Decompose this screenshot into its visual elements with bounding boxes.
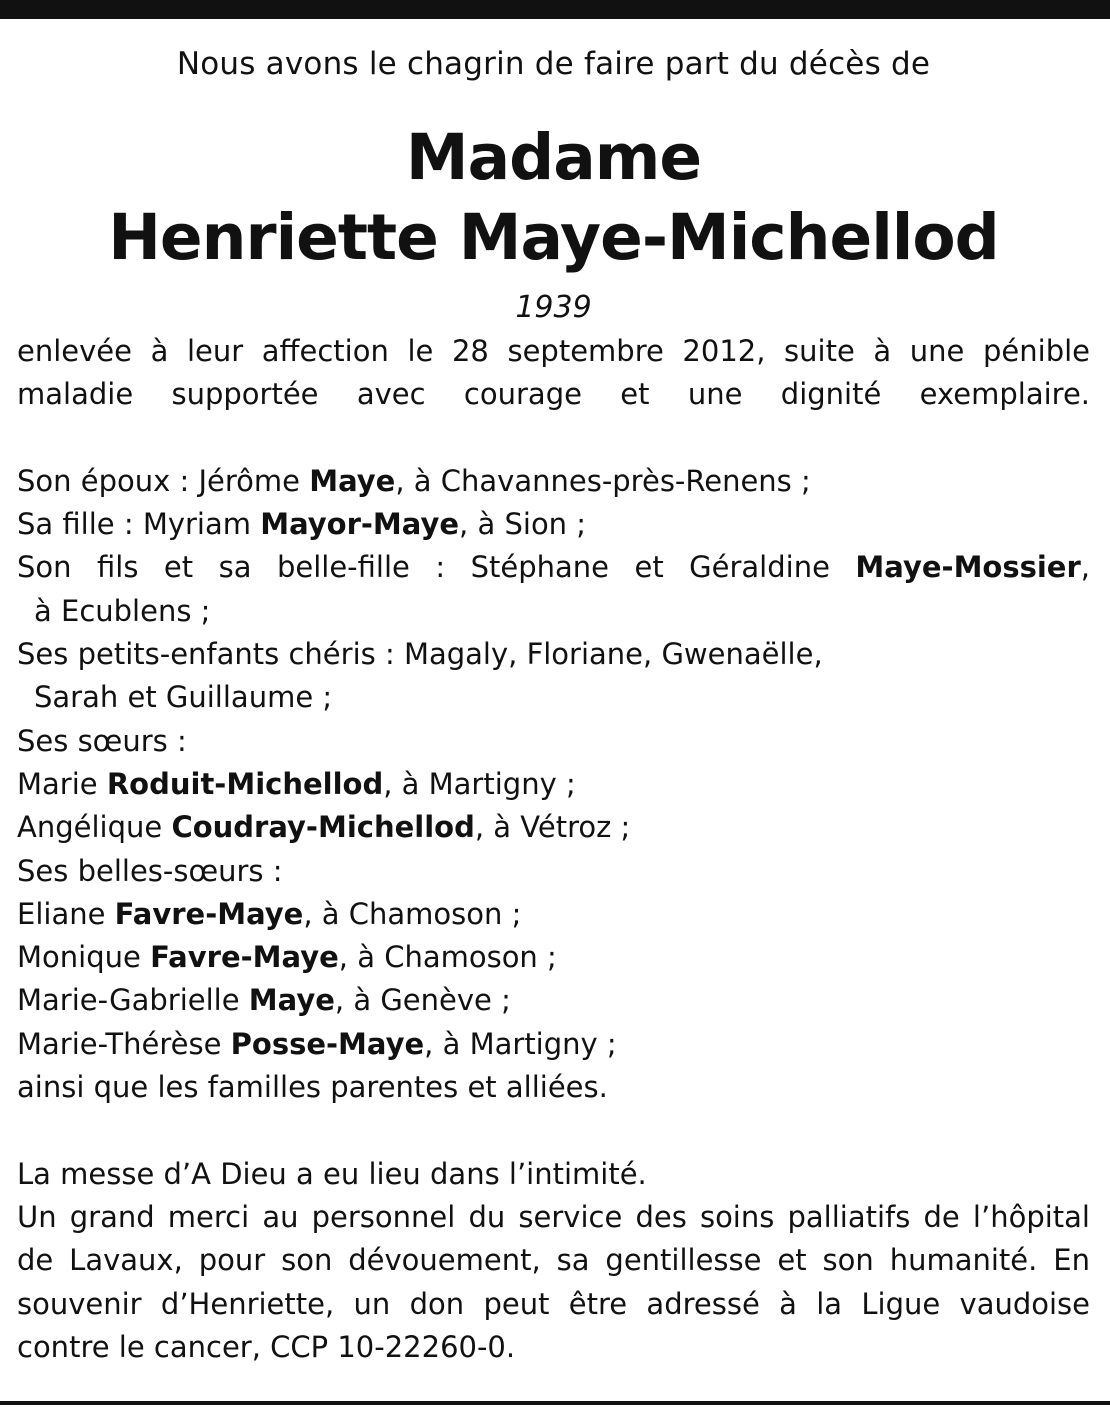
family-line-text: , à Chamoson ; [303, 896, 522, 931]
lead-text-line-2: maladie supportée avec courage et une dignité exemplaire. [17, 377, 1090, 412]
family-line-daughter [17, 503, 1090, 546]
family-line-text: Son fils et sa belle-fille : Stéphane et Géraldine [17, 550, 856, 585]
family-line-grandchildren [17, 633, 1090, 676]
family-line-text: , à Chavannes-près-Renens ; [395, 463, 811, 498]
title-honorific: Madame [405, 121, 702, 194]
funeral-mass-text: La messe d’A Dieu a eu lieu dans l’intimité. [17, 1156, 647, 1191]
family-line-text: , à Martigny ; [383, 766, 576, 801]
family-line-text: , à Martigny ; [424, 1026, 617, 1061]
family-surname: Maye [248, 983, 335, 1018]
family-line-text: Marie-Thérèse [17, 1026, 231, 1061]
family-line-son [17, 546, 1090, 589]
obituary-notice [17, 38, 1090, 1369]
family-line-relatives [17, 1066, 1090, 1109]
family-line-sisters-heading [17, 720, 1090, 763]
family-line-sister-in-law-2 [17, 936, 1090, 979]
intro-text: Nous avons le chagrin de faire part du décès de [176, 46, 931, 82]
family-line-text: à Ecublens ; [34, 593, 211, 628]
family-line-text: Son époux : Jérôme [17, 463, 310, 498]
family-surname: Mayor-Maye [260, 507, 460, 542]
top-border-rule [0, 0, 1110, 19]
family-line-text: , à Chamoson ; [338, 940, 557, 975]
family-surname: Maye [309, 463, 396, 498]
family-line-text: ainsi que les familles parentes et alliées. [17, 1070, 608, 1105]
family-line-text: Eliane [17, 896, 115, 931]
deceased-name: Henriette Maye-Michellod [108, 201, 999, 274]
family-list [17, 460, 1090, 1109]
family-line-grandchildren-cont [17, 676, 1090, 719]
family-line-text: Marie-Gabrielle [17, 983, 249, 1018]
spacer [17, 1109, 1090, 1152]
family-surname: Coudray-Michellod [171, 810, 475, 845]
family-surname: Favre-Maye [114, 896, 304, 931]
thanks-paragraph: Un grand merci au personnel du service des soins palliatifs de l’hôpital de Lavaux, pour son dévouement, sa gentillesse et son humanité. En souvenir d’Henriette, un don peut être adressé à la Ligue vaudoise contre le cancer, CCP 10-22260-0. [17, 1199, 1090, 1364]
family-surname: Posse-Maye [230, 1026, 425, 1061]
family-line-text: Angélique [17, 810, 172, 845]
family-line-sister-2 [17, 806, 1090, 849]
family-line-sisters-in-law-heading [17, 850, 1090, 893]
family-line-text: , [1080, 550, 1090, 585]
family-line-spouse [17, 460, 1090, 503]
family-line-text: , à Vétroz ; [474, 810, 631, 845]
lead-text-line-1: enlevée à leur affection le 28 septembre 2012, suite à une pénible [17, 334, 1090, 368]
family-line-text: Monique [17, 940, 151, 975]
spacer [17, 417, 1090, 460]
family-line-text: Ses sœurs : [17, 723, 187, 758]
family-line-text: Marie [17, 766, 107, 801]
family-surname: Maye-Mossier [855, 550, 1081, 585]
family-line-sister-in-law-3 [17, 979, 1090, 1022]
family-line-text: Ses petits-enfants chéris : Magaly, Floriane, Gwenaëlle, [17, 637, 823, 672]
family-line-text: , à Sion ; [459, 507, 587, 542]
family-line-text: Ses belles-sœurs : [17, 853, 283, 888]
family-line-sister-in-law-1 [17, 893, 1090, 936]
family-surname: Roduit-Michellod [106, 766, 384, 801]
family-line-sister-1 [17, 763, 1090, 806]
birth-year: 1939 [515, 290, 592, 325]
bottom-border-rule [0, 1401, 1110, 1405]
family-line-sister-in-law-4 [17, 1023, 1090, 1066]
family-line-son-location [17, 590, 1090, 633]
family-line-text: , à Genève ; [334, 983, 511, 1018]
family-line-text: Sarah et Guillaume ; [34, 680, 333, 715]
family-line-text: Sa fille : Myriam [17, 507, 261, 542]
family-surname: Favre-Maye [150, 940, 339, 975]
